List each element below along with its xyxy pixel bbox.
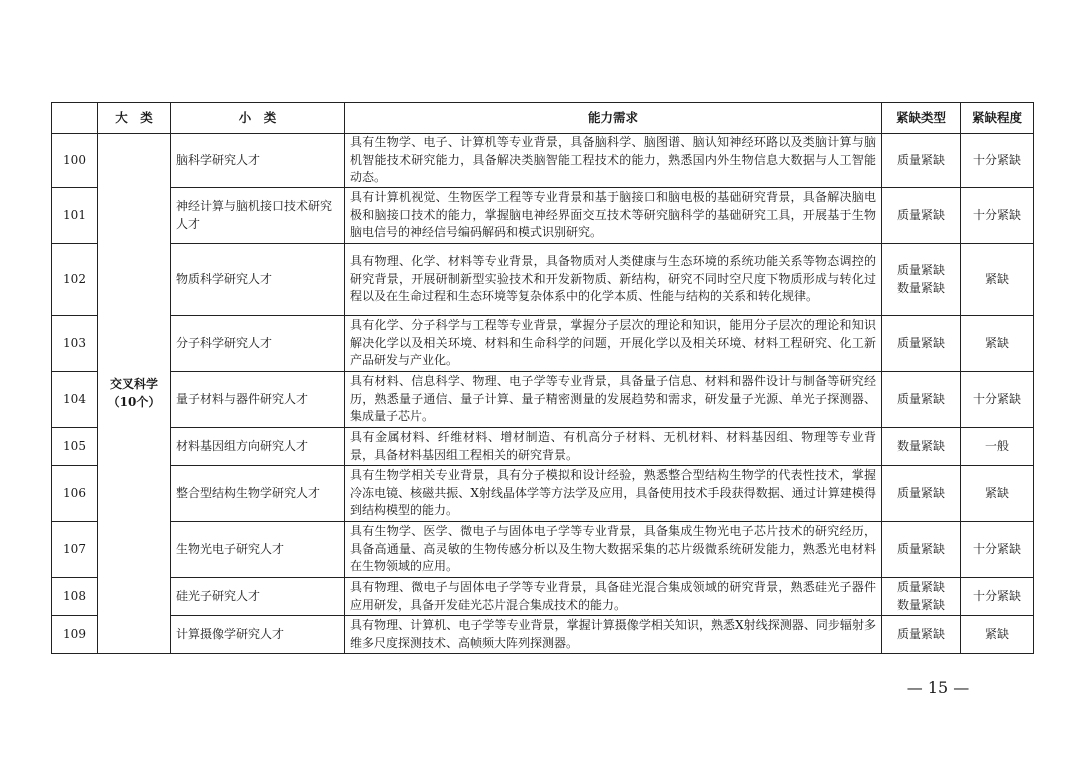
table-row (52, 466, 1034, 522)
shortage-degree-cell: 紧缺 (961, 466, 1034, 522)
requirements-cell: 具有生物学、医学、微电子与固体电子学等专业背景，具备集成生物光电子芯片技术的研究经历，具备高通量、高灵敏的生物传感分析以及生物大数据采集的芯片级微系统研发能力，熟悉光电材料在生物领域的应用。 (345, 522, 882, 578)
shortage-type-label: 数量紧缺 (896, 597, 945, 612)
requirements-cell: 具有物理、计算机、电子学等专业背景，掌握计算摄像学相关知识，熟悉X射线探测器、同步辐射多维多尺度探测技术、高帧频大阵列探测器。 (345, 616, 882, 654)
shortage-type-cell (882, 466, 961, 522)
shortage-type-cell (882, 428, 961, 466)
shortage-type-cell (882, 244, 961, 316)
shortage-degree-cell: 十分紧缺 (961, 578, 1034, 616)
category-count: （10个） (107, 394, 161, 409)
table-body (52, 134, 1034, 654)
row-number: 100 (52, 134, 98, 188)
header-requirements: 能力需求 (345, 103, 882, 134)
header-number (52, 103, 98, 134)
requirements-cell: 具有计算机视觉、生物医学工程等专业背景和基于脑接口和脑电极的基础研究背景，具备解决脑电极和脑接口技术的能力，掌握脑电神经界面交互技术等研究脑科学的基础研究工具，开展基于生物脑电信号的神经信号编码解码和模式识别研究。 (345, 188, 882, 244)
row-number: 108 (52, 578, 98, 616)
requirements-cell: 具有物理、化学、材料等专业背景，具备物质对人类健康与生态环境的系统功能关系等物态调控的研究背景，开展研制新型实验技术和开发新物质、新结构，研究不同时空尺度下物质形成与转化过程以及在生命过程和生态环境等复杂体系中的化学本质、性能与结构的关系和转化规律。 (345, 244, 882, 316)
shortage-degree-cell: 紧缺 (961, 244, 1034, 316)
shortage-degree-cell: 十分紧缺 (961, 372, 1034, 428)
table-row (52, 134, 1034, 188)
shortage-type-label: 数量紧缺 (896, 280, 945, 295)
subcategory-cell: 神经计算与脑机接口技术研究人才 (171, 188, 345, 244)
shortage-type-label: 质量紧缺 (896, 580, 945, 594)
shortage-type-label: 质量紧缺 (896, 152, 945, 167)
shortage-type-cell (882, 316, 961, 372)
header-subcategory: 小 类 (171, 103, 345, 134)
header-shortage-degree: 紧缺程度 (961, 103, 1034, 134)
header-category: 大 类 (98, 103, 171, 134)
category-cell (98, 134, 171, 654)
subcategory-cell: 量子材料与器件研究人才 (171, 372, 345, 428)
row-number: 106 (52, 466, 98, 522)
subcategory-cell: 整合型结构生物学研究人才 (171, 466, 345, 522)
shortage-type-label: 质量紧缺 (896, 207, 945, 222)
requirements-cell: 具有物理、微电子与固体电子学等专业背景，具备硅光混合集成领域的研究背景，熟悉硅光子器件应用研发，具备开发硅光芯片混合集成技术的能力。 (345, 578, 882, 616)
row-number: 105 (52, 428, 98, 466)
table-row (52, 372, 1034, 428)
table-row (52, 316, 1034, 372)
table-row (52, 522, 1034, 578)
row-number: 104 (52, 372, 98, 428)
subcategory-cell: 硅光子研究人才 (171, 578, 345, 616)
shortage-degree-cell: 十分紧缺 (961, 134, 1034, 188)
table-header-row (52, 103, 1034, 134)
row-number: 109 (52, 616, 98, 654)
table-row (52, 188, 1034, 244)
shortage-type-cell (882, 522, 961, 578)
talent-shortage-table (51, 102, 1034, 654)
shortage-type-label: 质量紧缺 (896, 485, 945, 500)
table-row (52, 578, 1034, 616)
subcategory-cell: 生物光电子研究人才 (171, 522, 345, 578)
shortage-type-label: 质量紧缺 (896, 391, 945, 406)
requirements-cell: 具有生物学相关专业背景，具有分子模拟和设计经验，熟悉整合型结构生物学的代表性技术，掌握冷冻电镜、核磁共振、X射线晶体学等方法学及应用，具备使用技术手段获得数据、通过计算建模得到结构模型的能力。 (345, 466, 882, 522)
shortage-type-cell (882, 578, 961, 616)
header-shortage-type: 紧缺类型 (882, 103, 961, 134)
shortage-degree-cell: 紧缺 (961, 616, 1034, 654)
shortage-degree-cell: 紧缺 (961, 316, 1034, 372)
shortage-type-cell (882, 188, 961, 244)
category-name: 交叉科学 (109, 377, 158, 391)
table-row (52, 244, 1034, 316)
requirements-cell: 具有生物学、电子、计算机等专业背景，具备脑科学、脑图谱、脑认知神经环路以及类脑计算与脑机智能技术研究能力，具备解决类脑智能工程技术的能力，熟悉国内外生物信息大数据与人工智能动态。 (345, 134, 882, 188)
shortage-type-cell (882, 616, 961, 654)
shortage-degree-cell: 一般 (961, 428, 1034, 466)
shortage-type-cell (882, 372, 961, 428)
requirements-cell: 具有材料、信息科学、物理、电子学等专业背景，具备量子信息、材料和器件设计与制备等研究经历，熟悉量子通信、量子计算、量子精密测量的发展趋势和需求，研发量子光源、单光子探测器、集成量子芯片。 (345, 372, 882, 428)
requirements-cell: 具有化学、分子科学与工程等专业背景，掌握分子层次的理论和知识，能用分子层次的理论和知识解决化学以及相关环境、材料和生命科学的问题，开展化学以及相关环境、材料工程研究、化工新产品研发与产业化。 (345, 316, 882, 372)
shortage-type-label: 质量紧缺 (896, 541, 945, 556)
shortage-type-label: 质量紧缺 (896, 335, 945, 350)
subcategory-cell: 分子科学研究人才 (171, 316, 345, 372)
table-row (52, 616, 1034, 654)
row-number: 107 (52, 522, 98, 578)
shortage-degree-cell: 十分紧缺 (961, 188, 1034, 244)
shortage-type-label: 质量紧缺 (896, 263, 945, 277)
shortage-degree-cell: 十分紧缺 (961, 522, 1034, 578)
shortage-type-label: 质量紧缺 (896, 626, 945, 641)
row-number: 103 (52, 316, 98, 372)
subcategory-cell: 计算摄像学研究人才 (171, 616, 345, 654)
table-row (52, 428, 1034, 466)
page-number: — 15 — (906, 678, 970, 697)
subcategory-cell: 物质科学研究人才 (171, 244, 345, 316)
subcategory-cell: 材料基因组方向研究人才 (171, 428, 345, 466)
row-number: 102 (52, 244, 98, 316)
requirements-cell: 具有金属材料、纤维材料、增材制造、有机高分子材料、无机材料、材料基因组、物理等专业背景，具备材料基因组工程相关的研究背景。 (345, 428, 882, 466)
shortage-type-cell (882, 134, 961, 188)
subcategory-cell: 脑科学研究人才 (171, 134, 345, 188)
row-number: 101 (52, 188, 98, 244)
shortage-type-label: 数量紧缺 (896, 438, 945, 453)
